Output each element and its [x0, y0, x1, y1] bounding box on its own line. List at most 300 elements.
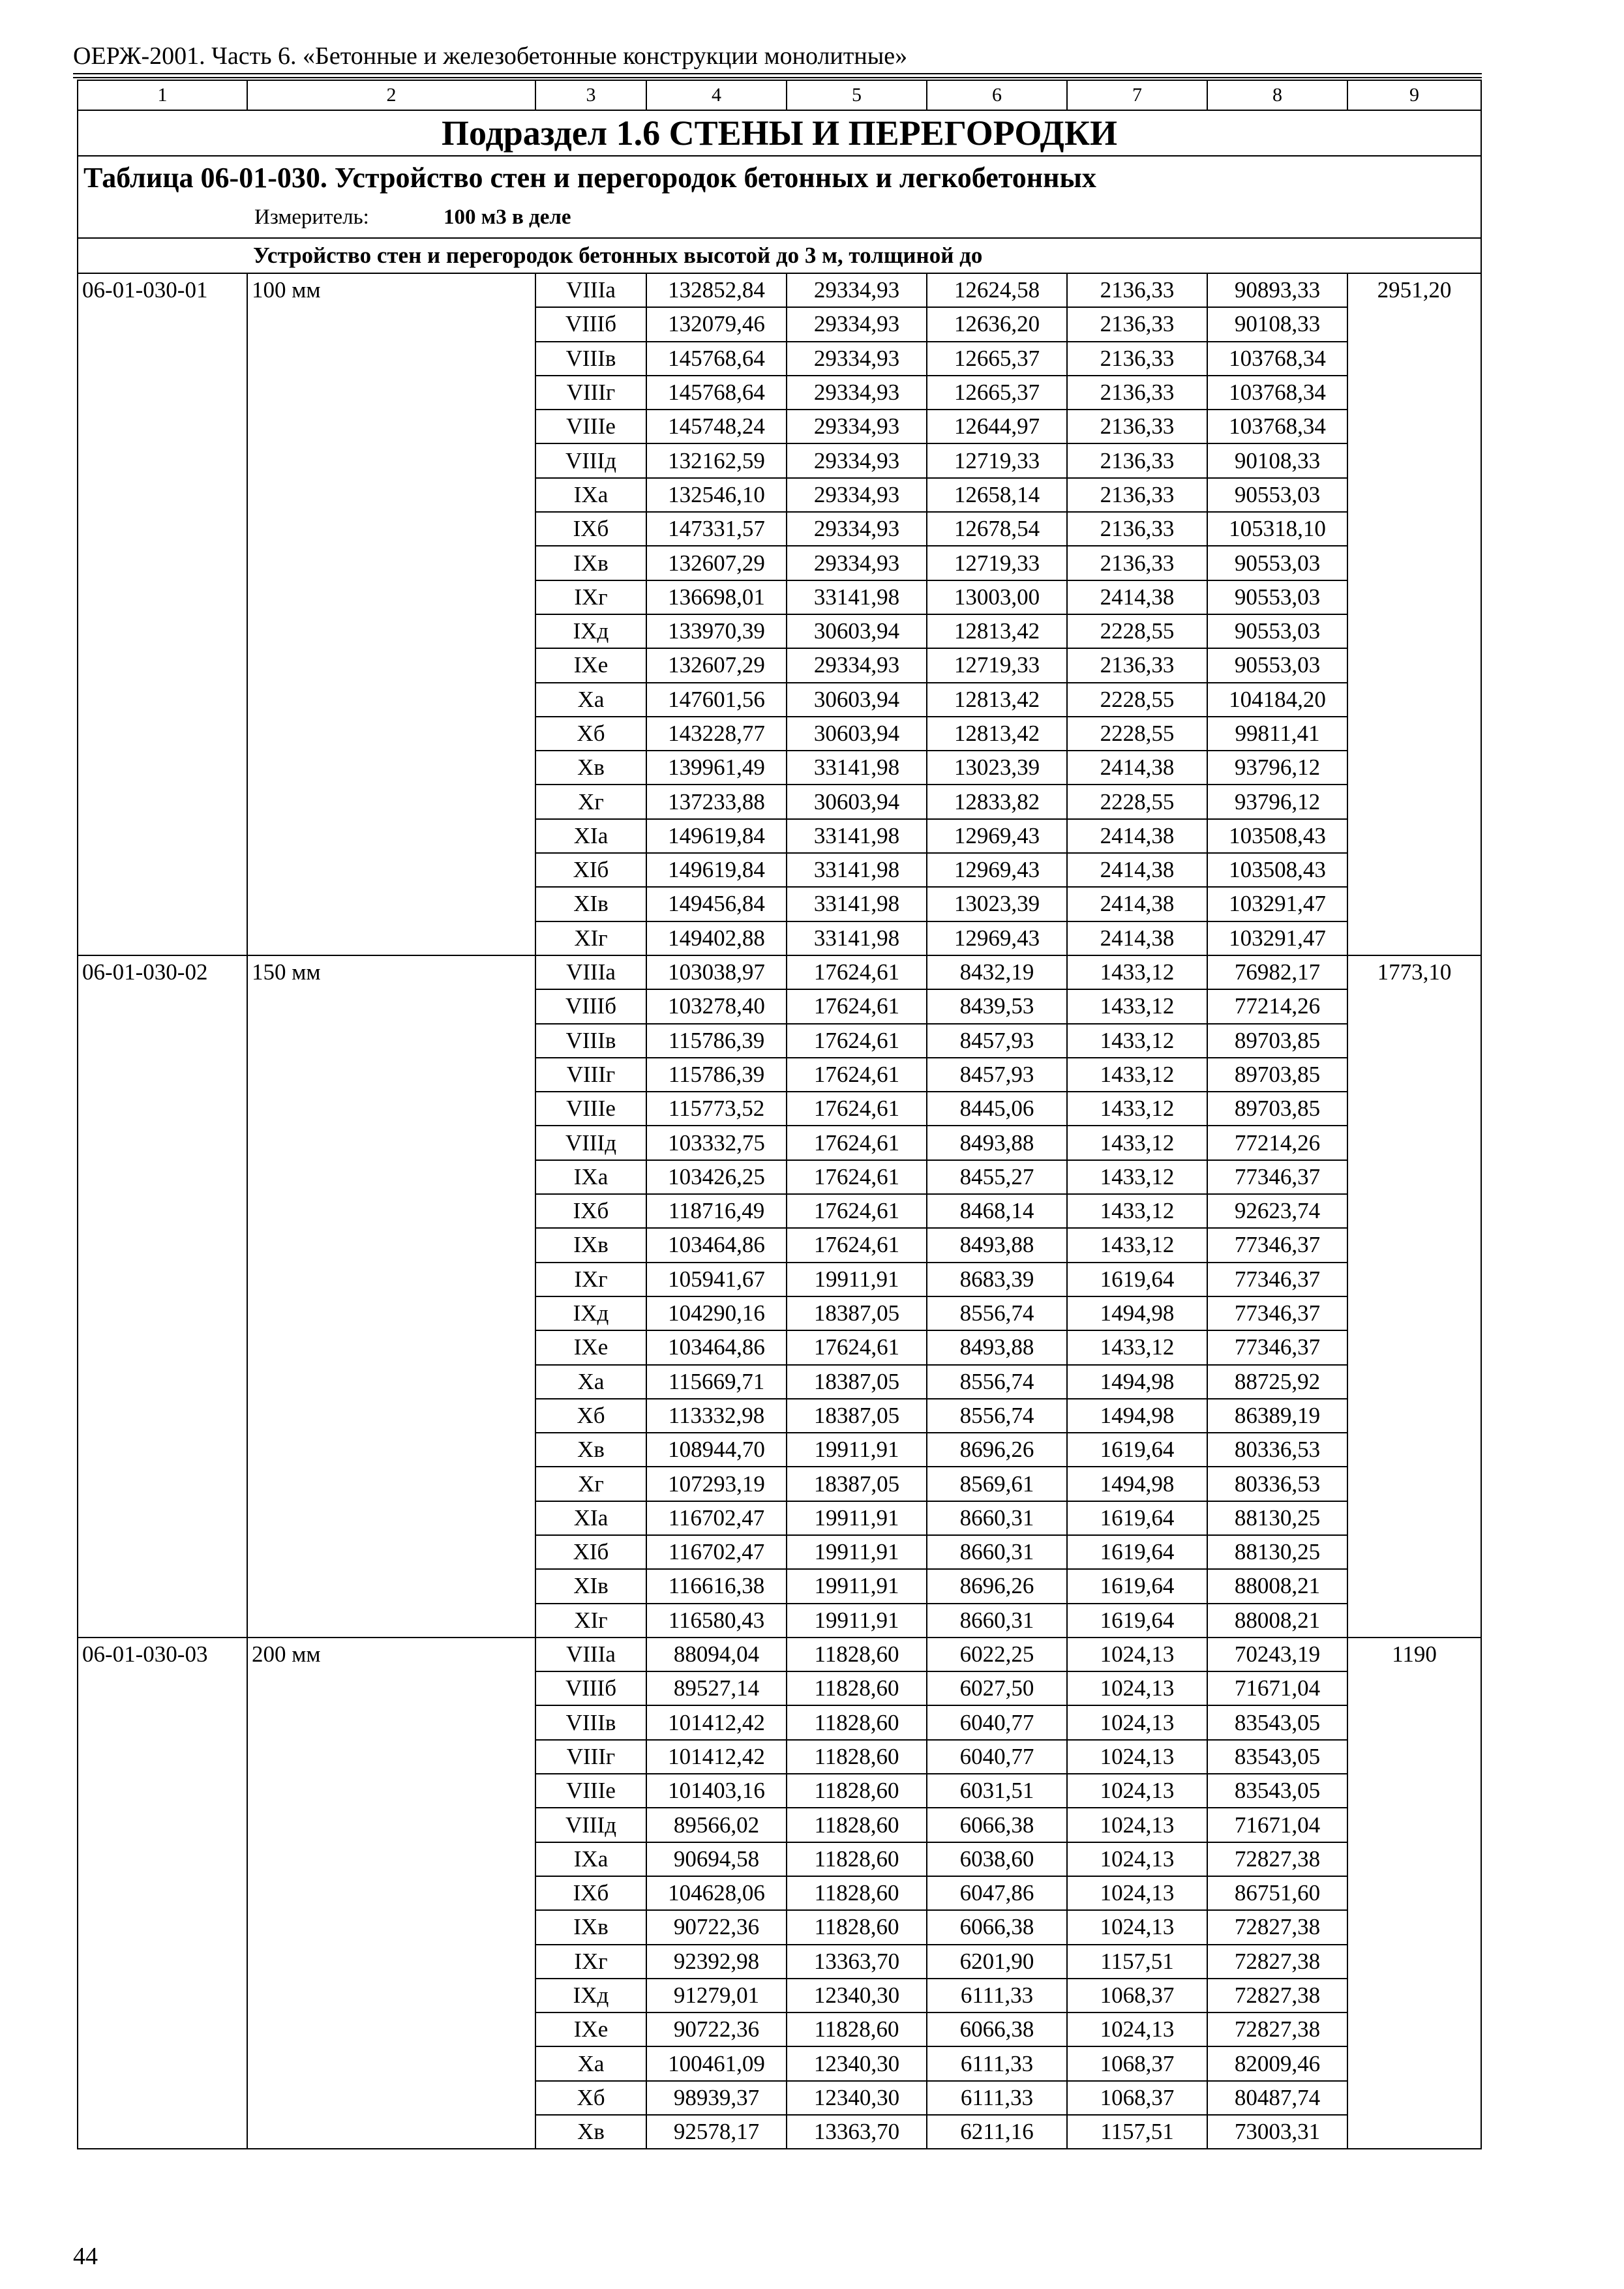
column-number: 6	[927, 80, 1067, 110]
value-cell: 1024,13	[1067, 1705, 1207, 1739]
rate-description: 200 мм	[247, 1638, 535, 2149]
labor-cell: 2951,20	[1347, 273, 1481, 955]
value-cell: 1068,37	[1067, 2046, 1207, 2080]
value-cell: 18387,05	[787, 1467, 927, 1501]
column-number: 9	[1347, 80, 1481, 110]
value-cell: 90893,33	[1207, 273, 1347, 307]
value-cell: 92392,98	[646, 1945, 787, 1979]
value-cell: 6038,60	[927, 1842, 1067, 1876]
meter-line	[78, 200, 1481, 235]
zone-cell: XIа	[535, 1501, 646, 1535]
value-cell: 2136,33	[1067, 512, 1207, 546]
value-cell: 115669,71	[646, 1365, 787, 1399]
rate-description: 100 мм	[247, 273, 535, 955]
zone-cell: XIг	[535, 1604, 646, 1638]
value-cell: 29334,93	[787, 307, 927, 341]
value-cell: 132852,84	[646, 273, 787, 307]
zone-cell: XIб	[535, 1535, 646, 1569]
value-cell: 1494,98	[1067, 1467, 1207, 1501]
page-number: 44	[73, 2243, 98, 2270]
value-cell: 12665,37	[927, 376, 1067, 410]
value-cell: 19911,91	[787, 1263, 927, 1296]
zone-cell: VIIIе	[535, 1092, 646, 1126]
value-cell: 1024,13	[1067, 2012, 1207, 2046]
value-cell: 103291,47	[1207, 887, 1347, 921]
value-cell: 12340,30	[787, 2046, 927, 2080]
value-cell: 1433,12	[1067, 1024, 1207, 1058]
value-cell: 103768,34	[1207, 410, 1347, 443]
value-cell: 8556,74	[927, 1296, 1067, 1330]
value-cell: 149619,84	[646, 853, 787, 887]
zone-cell: IXг	[535, 1263, 646, 1296]
value-cell: 149456,84	[646, 887, 787, 921]
value-cell: 89703,85	[1207, 1092, 1347, 1126]
value-cell: 1494,98	[1067, 1365, 1207, 1399]
value-cell: 1494,98	[1067, 1296, 1207, 1330]
value-cell: 2136,33	[1067, 546, 1207, 580]
value-cell: 70243,19	[1207, 1638, 1347, 1671]
value-cell: 2414,38	[1067, 853, 1207, 887]
value-cell: 71671,04	[1207, 1808, 1347, 1842]
value-cell: 12644,97	[927, 410, 1067, 443]
zone-cell: Xв	[535, 751, 646, 785]
zone-cell: VIIIб	[535, 1671, 646, 1705]
value-cell: 93796,12	[1207, 751, 1347, 785]
value-cell: 147601,56	[646, 683, 787, 717]
value-cell: 19911,91	[787, 1433, 927, 1467]
value-cell: 100461,09	[646, 2046, 787, 2080]
value-cell: 2414,38	[1067, 887, 1207, 921]
value-cell: 29334,93	[787, 648, 927, 682]
value-cell: 72827,38	[1207, 2012, 1347, 2046]
value-cell: 77214,26	[1207, 1126, 1347, 1159]
rate-code: 06-01-030-03	[78, 1638, 247, 2149]
rates-table	[77, 80, 1482, 2149]
column-number-row	[78, 80, 1481, 110]
value-cell: 83543,05	[1207, 1774, 1347, 1808]
zone-cell: IXв	[535, 546, 646, 580]
value-cell: 145768,64	[646, 342, 787, 376]
value-cell: 6027,50	[927, 1671, 1067, 1705]
zone-cell: VIIIе	[535, 410, 646, 443]
value-cell: 104184,20	[1207, 683, 1347, 717]
rate-code: 06-01-030-01	[78, 273, 247, 955]
value-cell: 104290,16	[646, 1296, 787, 1330]
value-cell: 105318,10	[1207, 512, 1347, 546]
value-cell: 101412,42	[646, 1740, 787, 1774]
zone-cell: VIIIг	[535, 1740, 646, 1774]
value-cell: 8696,26	[927, 1569, 1067, 1603]
zone-cell: VIIIб	[535, 989, 646, 1023]
column-number: 2	[247, 80, 535, 110]
value-cell: 17624,61	[787, 1330, 927, 1364]
value-cell: 19911,91	[787, 1604, 927, 1638]
value-cell: 1619,64	[1067, 1433, 1207, 1467]
value-cell: 11828,60	[787, 1740, 927, 1774]
value-cell: 33141,98	[787, 580, 927, 614]
value-cell: 88130,25	[1207, 1535, 1347, 1569]
value-cell: 12665,37	[927, 342, 1067, 376]
value-cell: 116580,43	[646, 1604, 787, 1638]
value-cell: 8468,14	[927, 1194, 1067, 1228]
value-cell: 6031,51	[927, 1774, 1067, 1808]
value-cell: 1024,13	[1067, 1808, 1207, 1842]
value-cell: 33141,98	[787, 853, 927, 887]
value-cell: 103426,25	[646, 1160, 787, 1194]
zone-cell: IXг	[535, 1945, 646, 1979]
value-cell: 83543,05	[1207, 1740, 1347, 1774]
table-title: Таблица 06-01-030. Устройство стен и перегородок бетонных и легкобетонных	[83, 162, 1096, 194]
value-cell: 86389,19	[1207, 1399, 1347, 1433]
value-cell: 89703,85	[1207, 1058, 1347, 1092]
value-cell: 29334,93	[787, 478, 927, 512]
value-cell: 77346,37	[1207, 1228, 1347, 1262]
value-cell: 88008,21	[1207, 1569, 1347, 1603]
value-cell: 33141,98	[787, 921, 927, 955]
value-cell: 90108,33	[1207, 443, 1347, 477]
value-cell: 103038,97	[646, 955, 787, 989]
value-cell: 2136,33	[1067, 376, 1207, 410]
value-cell: 8493,88	[927, 1126, 1067, 1159]
value-cell: 1024,13	[1067, 1842, 1207, 1876]
value-cell: 33141,98	[787, 887, 927, 921]
value-cell: 12340,30	[787, 2081, 927, 2115]
value-cell: 98939,37	[646, 2081, 787, 2115]
value-cell: 86751,60	[1207, 1876, 1347, 1910]
meter-label: Измеритель:	[254, 205, 369, 229]
section-title: Подраздел 1.6 СТЕНЫ И ПЕРЕГОРОДКИ	[78, 110, 1481, 156]
column-number: 3	[535, 80, 646, 110]
value-cell: 103508,43	[1207, 853, 1347, 887]
column-number: 8	[1207, 80, 1347, 110]
value-cell: 145768,64	[646, 376, 787, 410]
value-cell: 13003,00	[927, 580, 1067, 614]
value-cell: 1433,12	[1067, 1092, 1207, 1126]
value-cell: 6047,86	[927, 1876, 1067, 1910]
value-cell: 73003,31	[1207, 2115, 1347, 2149]
value-cell: 19911,91	[787, 1535, 927, 1569]
value-cell: 8569,61	[927, 1467, 1067, 1501]
zone-cell: IXа	[535, 1160, 646, 1194]
value-cell: 1619,64	[1067, 1501, 1207, 1535]
value-cell: 89527,14	[646, 1671, 787, 1705]
value-cell: 1024,13	[1067, 1638, 1207, 1671]
value-cell: 91279,01	[646, 1979, 787, 2012]
value-cell: 2414,38	[1067, 921, 1207, 955]
value-cell: 11828,60	[787, 1910, 927, 1944]
zone-cell: IXд	[535, 1296, 646, 1330]
value-cell: 136698,01	[646, 580, 787, 614]
value-cell: 18387,05	[787, 1296, 927, 1330]
column-number: 7	[1067, 80, 1207, 110]
value-cell: 2136,33	[1067, 478, 1207, 512]
value-cell: 17624,61	[787, 1024, 927, 1058]
value-cell: 101412,42	[646, 1705, 787, 1739]
value-cell: 6111,33	[927, 2046, 1067, 2080]
value-cell: 107293,19	[646, 1467, 787, 1501]
value-cell: 1157,51	[1067, 1945, 1207, 1979]
value-cell: 12624,58	[927, 273, 1067, 307]
value-cell: 71671,04	[1207, 1671, 1347, 1705]
value-cell: 12658,14	[927, 478, 1067, 512]
value-cell: 139961,49	[646, 751, 787, 785]
value-cell: 33141,98	[787, 751, 927, 785]
value-cell: 29334,93	[787, 512, 927, 546]
zone-cell: VIIIа	[535, 955, 646, 989]
value-cell: 92623,74	[1207, 1194, 1347, 1228]
value-cell: 103464,86	[646, 1228, 787, 1262]
zone-cell: VIIIб	[535, 307, 646, 341]
zone-cell: Xг	[535, 1467, 646, 1501]
zone-cell: Xб	[535, 2081, 646, 2115]
value-cell: 8660,31	[927, 1501, 1067, 1535]
value-cell: 101403,16	[646, 1774, 787, 1808]
zone-cell: IXе	[535, 1330, 646, 1364]
value-cell: 90553,03	[1207, 614, 1347, 648]
value-cell: 132607,29	[646, 648, 787, 682]
value-cell: 103508,43	[1207, 819, 1347, 853]
value-cell: 29334,93	[787, 546, 927, 580]
zone-cell: Xб	[535, 1399, 646, 1433]
column-number: 5	[787, 80, 927, 110]
value-cell: 17624,61	[787, 1126, 927, 1159]
value-cell: 137233,88	[646, 785, 787, 818]
table-title-cell	[78, 156, 1481, 238]
value-cell: 12340,30	[787, 1979, 927, 2012]
value-cell: 90108,33	[1207, 307, 1347, 341]
value-cell: 11828,60	[787, 1671, 927, 1705]
value-cell: 2414,38	[1067, 751, 1207, 785]
rate-description: 150 мм	[247, 955, 535, 1638]
value-cell: 1494,98	[1067, 1399, 1207, 1433]
value-cell: 77346,37	[1207, 1296, 1347, 1330]
value-cell: 103291,47	[1207, 921, 1347, 955]
value-cell: 132079,46	[646, 307, 787, 341]
value-cell: 115786,39	[646, 1058, 787, 1092]
value-cell: 1024,13	[1067, 1671, 1207, 1705]
value-cell: 12636,20	[927, 307, 1067, 341]
value-cell: 6111,33	[927, 2081, 1067, 2115]
value-cell: 2414,38	[1067, 819, 1207, 853]
value-cell: 8660,31	[927, 1604, 1067, 1638]
value-cell: 17624,61	[787, 1194, 927, 1228]
value-cell: 8660,31	[927, 1535, 1067, 1569]
value-cell: 1433,12	[1067, 1160, 1207, 1194]
value-cell: 118716,49	[646, 1194, 787, 1228]
value-cell: 1068,37	[1067, 1979, 1207, 2012]
zone-cell: VIIIд	[535, 443, 646, 477]
value-cell: 11828,60	[787, 1705, 927, 1739]
zone-cell: XIг	[535, 921, 646, 955]
value-cell: 12719,33	[927, 546, 1067, 580]
value-cell: 104628,06	[646, 1876, 787, 1910]
value-cell: 12813,42	[927, 717, 1067, 751]
zone-cell: IXв	[535, 1910, 646, 1944]
value-cell: 12719,33	[927, 648, 1067, 682]
labor-cell: 1190	[1347, 1638, 1481, 2149]
value-cell: 77346,37	[1207, 1330, 1347, 1364]
value-cell: 6211,16	[927, 2115, 1067, 2149]
rate-code: 06-01-030-02	[78, 955, 247, 1638]
value-cell: 90722,36	[646, 1910, 787, 1944]
value-cell: 103768,34	[1207, 342, 1347, 376]
zone-cell: IXд	[535, 1979, 646, 2012]
value-cell: 133970,39	[646, 614, 787, 648]
zone-cell: IXг	[535, 580, 646, 614]
value-cell: 145748,24	[646, 410, 787, 443]
value-cell: 99811,41	[1207, 717, 1347, 751]
value-cell: 8455,27	[927, 1160, 1067, 1194]
value-cell: 1024,13	[1067, 1740, 1207, 1774]
value-cell: 72827,38	[1207, 1945, 1347, 1979]
section-title-row	[78, 110, 1481, 156]
value-cell: 103768,34	[1207, 376, 1347, 410]
value-cell: 6066,38	[927, 1808, 1067, 1842]
value-cell: 93796,12	[1207, 785, 1347, 818]
value-cell: 11828,60	[787, 1638, 927, 1671]
value-cell: 80487,74	[1207, 2081, 1347, 2115]
value-cell: 90553,03	[1207, 580, 1347, 614]
zone-cell: VIIIд	[535, 1126, 646, 1159]
zone-cell: XIа	[535, 819, 646, 853]
value-cell: 2228,55	[1067, 683, 1207, 717]
value-cell: 1433,12	[1067, 989, 1207, 1023]
value-cell: 1157,51	[1067, 2115, 1207, 2149]
zone-cell: Xв	[535, 2115, 646, 2149]
column-number: 4	[646, 80, 787, 110]
value-cell: 6040,77	[927, 1740, 1067, 1774]
value-cell: 8439,53	[927, 989, 1067, 1023]
zone-cell: Xб	[535, 717, 646, 751]
value-cell: 2228,55	[1067, 614, 1207, 648]
value-cell: 2228,55	[1067, 717, 1207, 751]
zone-cell: VIIIв	[535, 1024, 646, 1058]
value-cell: 18387,05	[787, 1365, 927, 1399]
value-cell: 6040,77	[927, 1705, 1067, 1739]
zone-cell: Xг	[535, 785, 646, 818]
value-cell: 89566,02	[646, 1808, 787, 1842]
value-cell: 77214,26	[1207, 989, 1347, 1023]
value-cell: 18387,05	[787, 1399, 927, 1433]
group-header-row	[78, 238, 1481, 273]
value-cell: 17624,61	[787, 1160, 927, 1194]
table-row	[78, 955, 1481, 989]
value-cell: 17624,61	[787, 989, 927, 1023]
table-row	[78, 273, 1481, 307]
value-cell: 72827,38	[1207, 1979, 1347, 2012]
value-cell: 29334,93	[787, 443, 927, 477]
value-cell: 8457,93	[927, 1024, 1067, 1058]
value-cell: 30603,94	[787, 683, 927, 717]
value-cell: 13023,39	[927, 887, 1067, 921]
value-cell: 29334,93	[787, 410, 927, 443]
zone-cell: IXб	[535, 1876, 646, 1910]
zone-cell: Xа	[535, 683, 646, 717]
value-cell: 13363,70	[787, 2115, 927, 2149]
value-cell: 105941,67	[646, 1263, 787, 1296]
value-cell: 12813,42	[927, 683, 1067, 717]
value-cell: 30603,94	[787, 785, 927, 818]
value-cell: 1433,12	[1067, 1330, 1207, 1364]
value-cell: 1619,64	[1067, 1263, 1207, 1296]
value-cell: 6066,38	[927, 1910, 1067, 1944]
zone-cell: IXб	[535, 1194, 646, 1228]
value-cell: 11828,60	[787, 1876, 927, 1910]
value-cell: 2136,33	[1067, 648, 1207, 682]
value-cell: 2136,33	[1067, 410, 1207, 443]
value-cell: 13363,70	[787, 1945, 927, 1979]
zone-cell: XIв	[535, 1569, 646, 1603]
value-cell: 116702,47	[646, 1535, 787, 1569]
value-cell: 1024,13	[1067, 1876, 1207, 1910]
value-cell: 11828,60	[787, 1774, 927, 1808]
zone-cell: IXе	[535, 2012, 646, 2046]
value-cell: 19911,91	[787, 1569, 927, 1603]
value-cell: 17624,61	[787, 1058, 927, 1092]
value-cell: 149402,88	[646, 921, 787, 955]
value-cell: 147331,57	[646, 512, 787, 546]
value-cell: 13023,39	[927, 751, 1067, 785]
value-cell: 17624,61	[787, 1092, 927, 1126]
meter-value: 100 м3 в деле	[444, 205, 571, 229]
header-rule-double	[73, 77, 1482, 78]
value-cell: 6022,25	[927, 1638, 1067, 1671]
value-cell: 6201,90	[927, 1945, 1067, 1979]
value-cell: 1024,13	[1067, 1910, 1207, 1944]
zone-cell: XIб	[535, 853, 646, 887]
value-cell: 88008,21	[1207, 1604, 1347, 1638]
value-cell: 2228,55	[1067, 785, 1207, 818]
value-cell: 1619,64	[1067, 1569, 1207, 1603]
table-title-row	[78, 156, 1481, 238]
value-cell: 6066,38	[927, 2012, 1067, 2046]
value-cell: 80336,53	[1207, 1467, 1347, 1501]
value-cell: 8683,39	[927, 1263, 1067, 1296]
value-cell: 1619,64	[1067, 1604, 1207, 1638]
value-cell: 113332,98	[646, 1399, 787, 1433]
value-cell: 1433,12	[1067, 1058, 1207, 1092]
group-header: Устройство стен и перегородок бетонных высотой до 3 м, толщиной до	[78, 238, 1481, 273]
value-cell: 77346,37	[1207, 1263, 1347, 1296]
value-cell: 149619,84	[646, 819, 787, 853]
value-cell: 1433,12	[1067, 1228, 1207, 1262]
zone-cell: VIIIв	[535, 342, 646, 376]
zone-cell: IXб	[535, 512, 646, 546]
value-cell: 17624,61	[787, 1228, 927, 1262]
zone-cell: VIIIг	[535, 1058, 646, 1092]
value-cell: 12969,43	[927, 853, 1067, 887]
value-cell: 72827,38	[1207, 1842, 1347, 1876]
zone-cell: IXе	[535, 648, 646, 682]
value-cell: 33141,98	[787, 819, 927, 853]
value-cell: 103278,40	[646, 989, 787, 1023]
value-cell: 12969,43	[927, 819, 1067, 853]
zone-cell: XIв	[535, 887, 646, 921]
value-cell: 29334,93	[787, 273, 927, 307]
value-cell: 12678,54	[927, 512, 1067, 546]
value-cell: 88094,04	[646, 1638, 787, 1671]
zone-cell: Xв	[535, 1433, 646, 1467]
value-cell: 12813,42	[927, 614, 1067, 648]
value-cell: 89703,85	[1207, 1024, 1347, 1058]
value-cell: 6111,33	[927, 1979, 1067, 2012]
value-cell: 11828,60	[787, 2012, 927, 2046]
value-cell: 12833,82	[927, 785, 1067, 818]
value-cell: 76982,17	[1207, 955, 1347, 989]
value-cell: 2136,33	[1067, 342, 1207, 376]
value-cell: 12719,33	[927, 443, 1067, 477]
document-header: ОЕРЖ-2001. Часть 6. «Бетонные и железобетонные конструкции монолитные»	[73, 42, 908, 70]
